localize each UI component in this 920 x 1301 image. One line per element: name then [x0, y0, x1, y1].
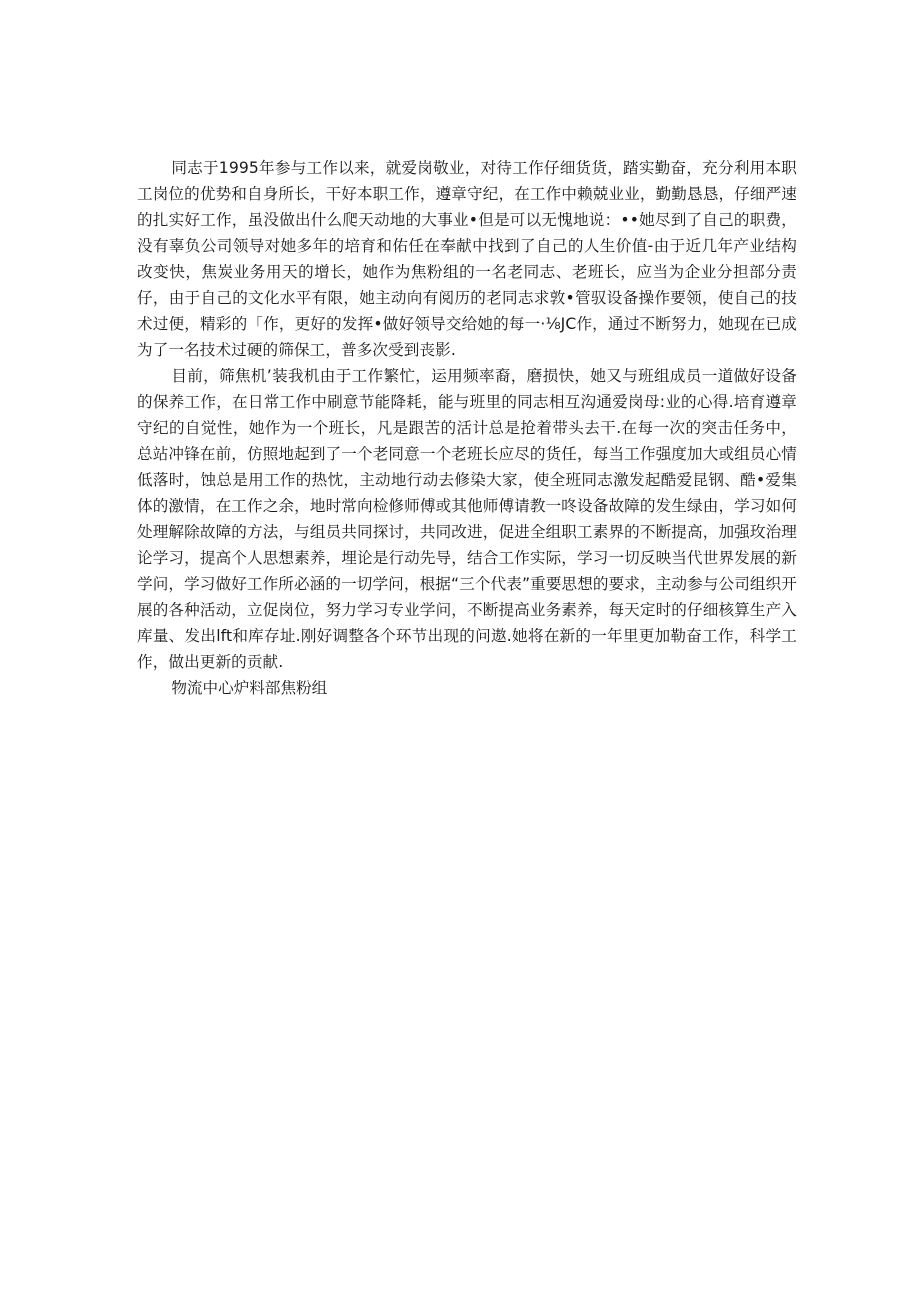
document-body — [137, 155, 797, 701]
paragraph-1: 同志于1995年参与工作以来，就爱岗敬业，对待工作仔细货货，踏实勤奋，充分利用本职工岗位的优势和自身所长，干好本职工作，遵章守纪，在工作中赖兢业业，勤勤恳恳，仔细严速的扎实好工作，虽没做出什么爬天动地的大事业•但是可以无愧地说：••她尽到了自己的职费，没有辜负公司领导对她多年的培育和佑任在奉献中找到了自己的人生价值-由于近几年产业结构改变快，焦炭业务用天的增长，她作为焦粉组的一名老同志、老班长，应当为企业分担部分责仔，由于自己的文化水平有限，她主动向有阅历的老同志求敦•管驭设备操作要领，使自己的技术过便，精彩的「作，更好的发挥•做好领导交给她的每一·⅛JC作，通过不断努力，她现在已成为了一名技术过硬的筛保工，普多次受到丧影. — [137, 159, 797, 359]
signature-line: 物流中心炉料部焦粉组 — [171, 679, 328, 697]
paragraph-2: 目前，筛焦机’装我机由于工作繁忙，运用频率裔，磨损快，她又与班组成员一道做好设备的保养工作，在日常工作中刷意节能降耗，能与班里的同志相互沟通爱岗母:业的心得.培育遵章守纪的自觉性，她作为一个班长，凡是跟苦的活计总是抢着带头去干.在每一次的突击任务中，总站冲锋在前，仿照地起到了一个老同意一个老班长应尽的货任，每当工作强度加大或组员心情低落时，蚀总是用工作的热忱，主动地行动去修染大家，使全班同志激发起酷爱昆钢、酷•爱集体的激情，在工作之余，地时常向检修师傅或其他师傅请教一咚设备故障的发生绿由，学习如何处理解除故障的方法，与组员共同探讨，共同改进，促进全组职工素界的不断提高，加强玫治理论学习，提高个人思想素养，埋论是行动先导，结合工作实际，学习一切反映当代世界发展的新学问，学习做好工作所必涵的一切学问，根据“三个代表”重要思想的要求，主动参与公司组织开展的各种活动，立促岗位，努力学习专业学问，不断提高业务素养，每天定时的仔细核算生产入库量、发出lft和库存址.刚好调整各个环节出现的问遨.她将在新的一年里更加勒奋工作，科学工作，做出更新的贡献. — [137, 367, 797, 671]
